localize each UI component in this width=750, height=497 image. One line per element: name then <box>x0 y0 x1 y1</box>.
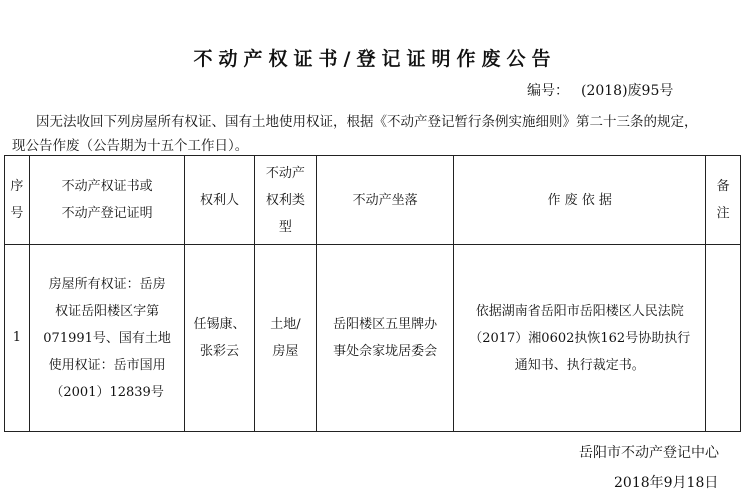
header-rights-type-line: 不动产 <box>265 165 305 181</box>
rights-type-line: 房屋 <box>272 344 299 359</box>
document-number-value: (2018)废95号 <box>581 83 674 99</box>
header-certificate-line: 不动产登记证明 <box>61 206 153 221</box>
certificate-line: 房屋所有权证：岳房 <box>48 276 166 292</box>
issue-date: 2018年9月18日 <box>614 475 719 491</box>
row-index: 1 <box>5 245 30 432</box>
row-holder <box>185 245 254 432</box>
table-row <box>5 245 741 432</box>
header-remarks-line: 注 <box>716 206 730 221</box>
basis-line: 依据湖南省岳阳市岳阳楼区人民法院 <box>475 303 684 319</box>
header-holder: 权利人 <box>185 156 254 245</box>
header-location: 不动产坐落 <box>317 156 454 245</box>
header-certificate <box>29 156 185 245</box>
header-basis: 作 废 依 据 <box>454 156 706 245</box>
header-remarks-line: 备 <box>716 179 730 194</box>
rights-type-line: 土地/ <box>270 317 301 332</box>
certificate-line: 071991号、国有土地 <box>43 330 171 346</box>
header-remarks <box>706 156 741 245</box>
certificate-line: 使用权证：岳市国用 <box>48 357 166 373</box>
document-number-label: 编号： <box>527 83 569 99</box>
intro-line-1: 因无法收回下列房屋所有权证、国有土地使用权证，根据《不动产登记暂行条例实施细则》第二十三条的规定， <box>36 114 698 130</box>
row-certificate <box>29 245 185 432</box>
row-rights-type <box>254 245 316 432</box>
notice-title: 不动产权证书/登记证明作废公告 <box>193 48 557 70</box>
location-line: 岳阳楼区五里牌办 <box>333 317 438 332</box>
notice-intro <box>12 110 740 158</box>
header-rights-type-line: 权利类 <box>265 192 305 208</box>
row-remarks <box>706 245 741 432</box>
holder-line: 张彩云 <box>200 344 240 359</box>
certificate-line: （2001）12839号 <box>50 384 164 400</box>
basis-line: （2017）湘0602执恢162号协助执行 <box>469 330 691 346</box>
certificate-line: 权证岳阳楼区字第 <box>55 303 160 319</box>
location-line: 事处佘家垅居委会 <box>333 344 438 359</box>
basis-line: 通知书、执行裁定书。 <box>514 357 645 373</box>
header-index <box>5 156 30 245</box>
holder-line: 任锡康、 <box>193 317 246 332</box>
intro-line-2: 现公告作废（公告期为十五个工作日）。 <box>12 138 249 154</box>
issuer-name: 岳阳市不动产登记中心 <box>579 445 719 461</box>
header-rights-type <box>254 156 316 245</box>
table-header-row <box>5 156 741 245</box>
header-index-line: 序 <box>10 179 24 194</box>
void-certificates-table <box>4 155 741 432</box>
header-index-line: 号 <box>10 206 24 221</box>
header-certificate-line: 不动产权证书或 <box>61 179 153 194</box>
header-rights-type-line: 型 <box>278 219 292 235</box>
row-location <box>317 245 454 432</box>
document-number <box>527 80 673 100</box>
row-basis <box>454 245 706 432</box>
